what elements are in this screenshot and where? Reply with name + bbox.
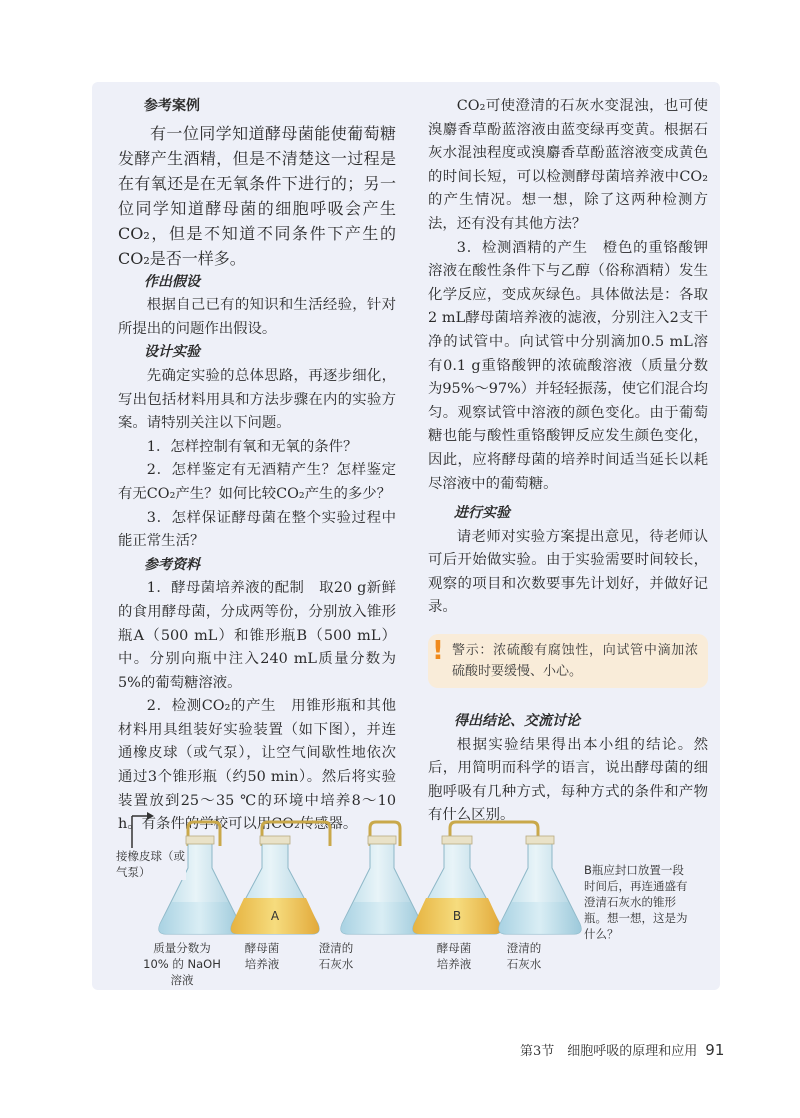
heading-conclude: 得出结论、交流讨论 <box>454 713 580 730</box>
page-footer <box>520 1040 724 1059</box>
co2-detection-paragraph: CO₂可使澄清的石灰水变混浊，也可使溴麝香草酚蓝溶液由蓝变绿再变黄。根据石灰水混浊程度或溴麝香草酚蓝溶液变成黄色的时间长短，可以检测酵母菌培养液中CO₂的产生情况。想一想，除了这两种检测方法，还有没有其他方法？ <box>428 98 708 232</box>
flask-a-letter: A <box>270 909 280 923</box>
flask-limewater-2 <box>499 836 581 934</box>
question-2: 2．怎样鉴定有无酒精产生？怎样鉴定有无CO₂产生？如何比较CO₂产生的多少？ <box>118 462 396 502</box>
heading-hypothesis: 作出假设 <box>144 273 200 290</box>
reference-2: 2．检测CO₂的产生 用锥形瓶和其他材料用具组装好实验装置（如下图），并连通橡皮球（或气泵），让空气间歇性地依次通过3个锥形瓶（约50 min）。然后将实验装置放到25～35 ℃的环境中培养8～10 h。有条件的学校可以用CO₂传感器。 <box>118 698 396 833</box>
question-1: 1．怎样控制有氧和无氧的条件？ <box>146 438 358 455</box>
reference-1: 1．酵母菌培养液的配制 取20 g新鲜的食用酵母菌，分成两等份，分别放入锥形瓶A（500 mL）和锥形瓶B（500 mL）中。分别向瓶中注入240 mL质量分数为5%的葡萄糖溶液。 <box>118 580 396 691</box>
label-limewater-1: 澄清的石灰水 <box>318 941 354 971</box>
hypothesis-paragraph: 根据自己已有的知识和生活经验，针对所提出的问题作出假设。 <box>118 297 396 337</box>
heading-design: 设计实验 <box>144 344 200 361</box>
heading-conduct: 进行实验 <box>454 505 510 522</box>
flask-limewater-1 <box>341 836 423 934</box>
right-column <box>428 95 708 828</box>
warning-box <box>428 634 708 688</box>
heading-reference-material: 参考资料 <box>144 556 200 573</box>
conduct-paragraph: 请老师对实验方案提出意见，待老师认可后开始做实验。由于实验需要时间较长，观察的项目和次数要事先计划好，并做好记录。 <box>428 528 708 616</box>
warning-text: 警示：浓硫酸有腐蚀性，向试管中滴加浓硫酸时要缓慢、小心。 <box>452 643 698 680</box>
intro-paragraph: 有一位同学知道酵母菌能使葡萄糖发酵产生酒精，但是不清楚这一过程是在有氧还是在无氧条件下进行的；另一位同学知道酵母菌的细胞呼吸会产生CO₂，但是不知道不同条件下产生的CO₂是否一样多。 <box>118 123 396 268</box>
conclude-paragraph: 根据实验结果得出本小组的结论。然后，用简明而科学的语言，说出酵母菌的细胞呼吸有几种方式，每种方式的条件和产物有什么区别。 <box>428 736 708 824</box>
left-column <box>118 95 396 837</box>
label-naoh: 质量分数为 10% 的 NaOH 溶液 <box>143 941 221 987</box>
exclamation-icon: ! <box>432 636 444 667</box>
design-paragraph: 先确定实验的总体思路，再逐步细化，写出包括材料用具和方法步骤在内的实验方案。请特别关注以下问题。 <box>118 367 396 432</box>
section-heading-reference-case: 参考案例 <box>144 98 200 114</box>
figure-note: B瓶应封口放置一段时间后，再连通盛有澄清石灰水的锥形瓶。想一想，这是为什么？ <box>584 863 688 941</box>
page-number: 91 <box>705 1041 725 1059</box>
question-3: 3．怎样保证酵母菌在整个实验过程中能正常生活？ <box>118 509 396 550</box>
flask-a <box>231 836 319 934</box>
pump-label: 接橡皮球（或气泵） <box>116 849 185 879</box>
footer-section-title: 第3节 细胞呼吸的原理和应用 <box>520 1044 698 1059</box>
reference-3: 3．检测酒精的产生 橙色的重铬酸钾溶液在酸性条件下与乙醇（俗称酒精）发生化学反应，变成灰绿色。具体做法是：各取2 mL酵母菌培养液的滤液，分别注入2支干净的试管中。向试管中分别滴加0.5 mL溶有0.1 g重铬酸钾的浓硫酸溶液（质量分数为95%～97%）并轻轻振荡，使它们混合均匀。观察试管中溶液的颜色变化。由于葡萄糖也能与酸性重铬酸钾反应发生颜色变化，因此，应将酵母菌的培养时间适当延长以耗尽溶液中的葡萄糖。 <box>428 239 708 492</box>
label-yeast-b: 酵母菌培养液 <box>436 941 472 971</box>
label-limewater-2: 澄清的石灰水 <box>506 941 542 971</box>
flask-b <box>413 836 501 934</box>
flask-b-letter: B <box>452 909 462 923</box>
label-yeast-a: 酵母菌培养液 <box>244 941 280 971</box>
